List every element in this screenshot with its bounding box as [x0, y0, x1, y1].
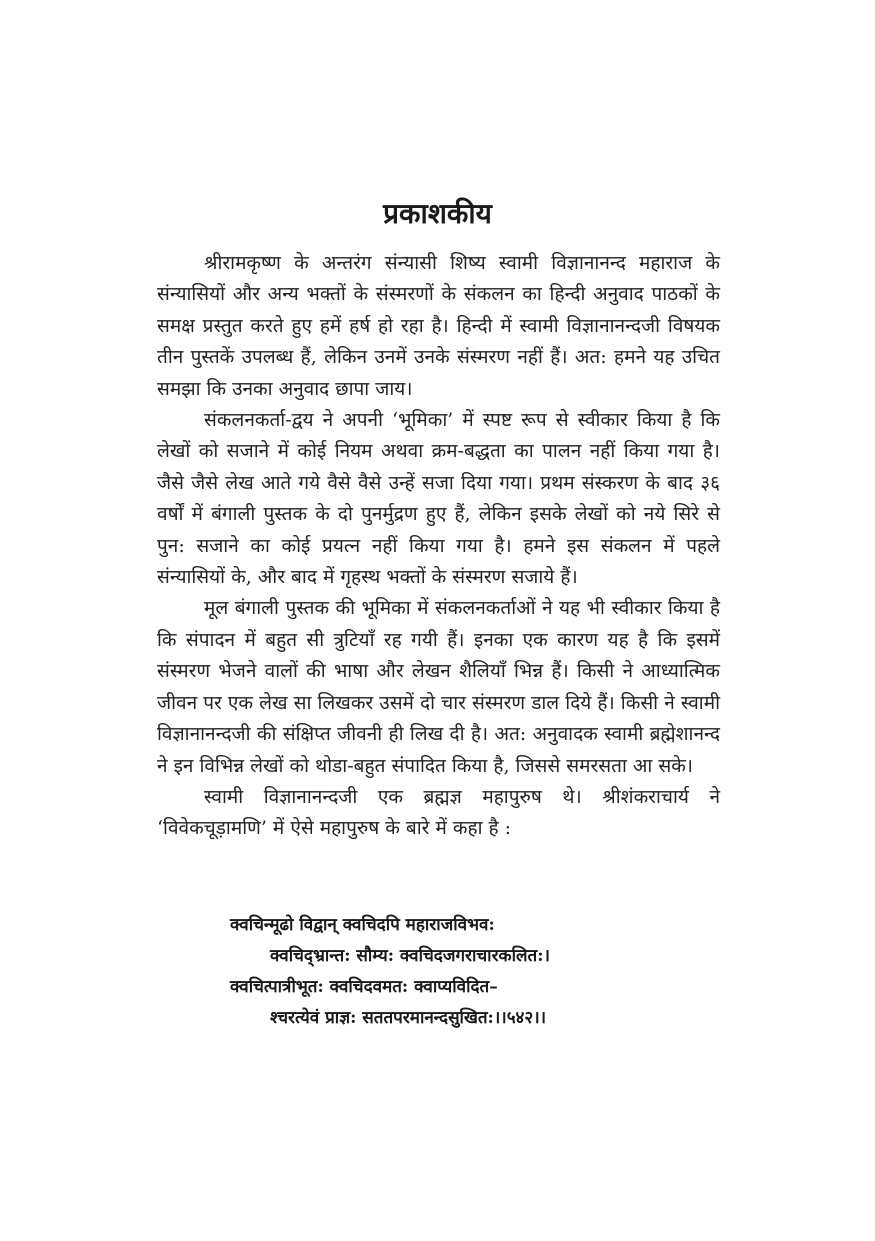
verse-line-2: क्वचिद्भ्रान्त: सौम्य: क्वचिदजगराचारकलित:।: [270, 946, 550, 966]
sanskrit-verse: [230, 910, 710, 1034]
preface-body: [157, 248, 720, 845]
verse-line-4: श्चरत्येवं प्राज्ञ: सततपरमानन्दसुखित:।।५४२।।: [270, 1008, 547, 1028]
paragraph-2: संकलनकर्ता-द्वय ने अपनी ‘भूमिका’ में स्पष्ट रूप से स्वीकार किया है कि लेखों को सजाने में कोई नियम अथवा क्रम-बद्धता का पालन नहीं किया गया है। जैसे जैसे लेख आते गये वैसे वैसे उन्हें सजा दिया गया। प्रथम संस्करण के बाद ३६ वर्षों में बंगाली पुस्तक के दो पुनर्मुद्रण हुए हैं, लेकिन इसके लेखों को नये सिरे से पुन: सजाने का कोई प्रयत्न नहीं किया गया है। हमने इस संकलन में पहले संन्यासियों के, और बाद में गृहस्थ भक्तों के संस्मरण सजाये हैं।: [157, 409, 720, 589]
paragraph-4: स्वामी विज्ञानानन्दजी एक ब्रह्मज्ञ महापुरुष थे। श्रीशंकराचार्य ने ‘विवेकचूड़ामणि’ में ऐसे महापुरुष के बारे में कहा है :: [157, 785, 720, 840]
paragraph-1: श्रीरामकृष्ण के अन्तरंग संन्यासी शिष्य स्वामी विज्ञानानन्द महाराज के संन्यासियों और अन्य भक्तों के संस्मरणों के संकलन का हिन्दी अनुवाद पाठकों के समक्ष प्रस्तुत करते हुए हमें हर्ष हो रहा है। हिन्दी में स्वामी विज्ञानानन्दजी विषयक तीन पुस्तकें उपलब्ध हैं, लेकिन उनमें उनके संस्मरण नहीं हैं। अत: हमने यह उचित समझा कि उनका अनुवाद छापा जाय।: [157, 252, 720, 400]
verse-line-3: क्वचित्पात्रीभूत: क्वचिदवमत: क्वाप्यविदित–: [230, 977, 498, 997]
page-title: प्रकाशकीय: [383, 197, 492, 230]
paragraph-3: मूल बंगाली पुस्तक की भूमिका में संकलनकर्ताओं ने यह भी स्वीकार किया है कि संपादन में बहुत सी त्रुटियाँ रह गयी हैं। इनका एक कारण यह है कि इसमें संस्मरण भेजने वालों की भाषा और लेखन शैलियाँ भिन्न हैं। किसी ने आध्यात्मिक जीवन पर एक लेख सा लिखकर उसमें दो चार संस्मरण डाल दिये हैं। किसी ने स्वामी विज्ञानानन्दजी की संक्षिप्त जीवनी ही लिख दी है। अत: अनुवादक स्वामी ब्रह्मेशानन्द ने इन विभिन्न लेखों को थोडा-बहुत संपादित किया है, जिससे समरसता आ सके।: [157, 597, 720, 777]
verse-line-1: क्वचिन्मूढो विद्वान् क्वचिदपि महाराजविभव:: [230, 915, 495, 935]
